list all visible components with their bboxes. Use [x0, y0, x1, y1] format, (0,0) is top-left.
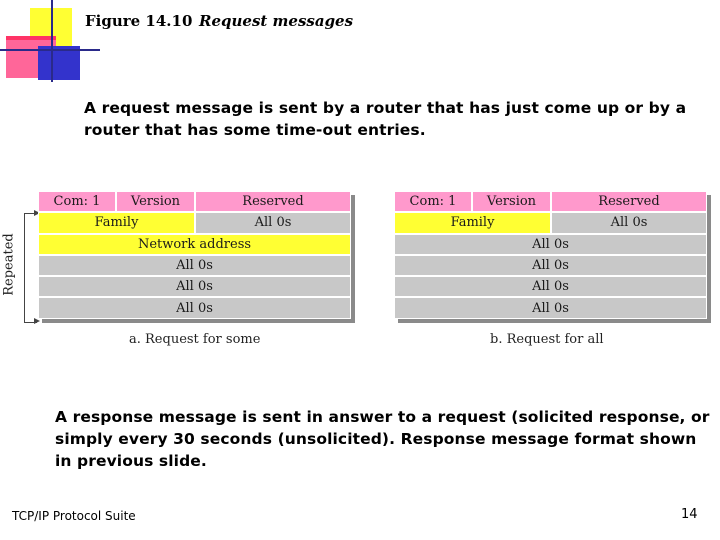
zero-row [394, 255, 707, 276]
network-address-field: Network address [38, 234, 351, 255]
decorative-horizontal-line [0, 49, 100, 51]
zero-row [394, 276, 707, 297]
version-field: Version [116, 191, 195, 212]
header-row [394, 191, 707, 212]
response-paragraph: A response message is sent in answer to a request (solicited response, or simply every 30 seconds (unsolicited). Response message format shown in previous slide. [55, 408, 710, 470]
zero-row [38, 276, 351, 297]
zero-field: All 0s [394, 234, 707, 255]
request-some-format [38, 191, 355, 323]
request-some-caption: a. Request for some [129, 332, 261, 347]
zero-field: All 0s [38, 297, 351, 318]
network-address-row [38, 234, 351, 255]
footer-suite-title: TCP/IP Protocol Suite [12, 509, 136, 523]
zero-field: All 0s [38, 255, 351, 276]
family-row [394, 212, 707, 233]
zero-field: All 0s [394, 276, 707, 297]
page-number: 14 [681, 507, 698, 522]
request-all-caption: b. Request for all [490, 332, 604, 347]
zero-field: All 0s [551, 212, 707, 233]
request-all-format [394, 191, 711, 323]
reserved-field: Reserved [551, 191, 707, 212]
figure-title: Request messages [199, 12, 354, 30]
family-field: Family [394, 212, 551, 233]
family-field: Family [38, 212, 195, 233]
zero-field: All 0s [394, 297, 707, 318]
zero-row [394, 297, 707, 318]
header-row [38, 191, 351, 212]
figure-number: Figure 14.10 [85, 12, 193, 30]
request-all-grid [394, 191, 707, 319]
family-row [38, 212, 351, 233]
request-some-grid [38, 191, 351, 319]
zero-field: All 0s [195, 212, 351, 233]
version-field: Version [472, 191, 551, 212]
decorative-blue-block [38, 46, 80, 80]
command-field: Com: 1 [394, 191, 472, 212]
repeated-label: Repeated [1, 233, 17, 296]
decorative-vertical-line [51, 0, 53, 82]
zero-row [394, 234, 707, 255]
zero-row [38, 255, 351, 276]
command-field: Com: 1 [38, 191, 116, 212]
intro-paragraph: A request message is sent by a router that has just come up or by a router that has some time-out entries. [84, 99, 687, 139]
repeated-bracket [24, 213, 37, 323]
zero-row [38, 297, 351, 318]
reserved-field: Reserved [195, 191, 351, 212]
zero-field: All 0s [38, 276, 351, 297]
zero-field: All 0s [394, 255, 707, 276]
